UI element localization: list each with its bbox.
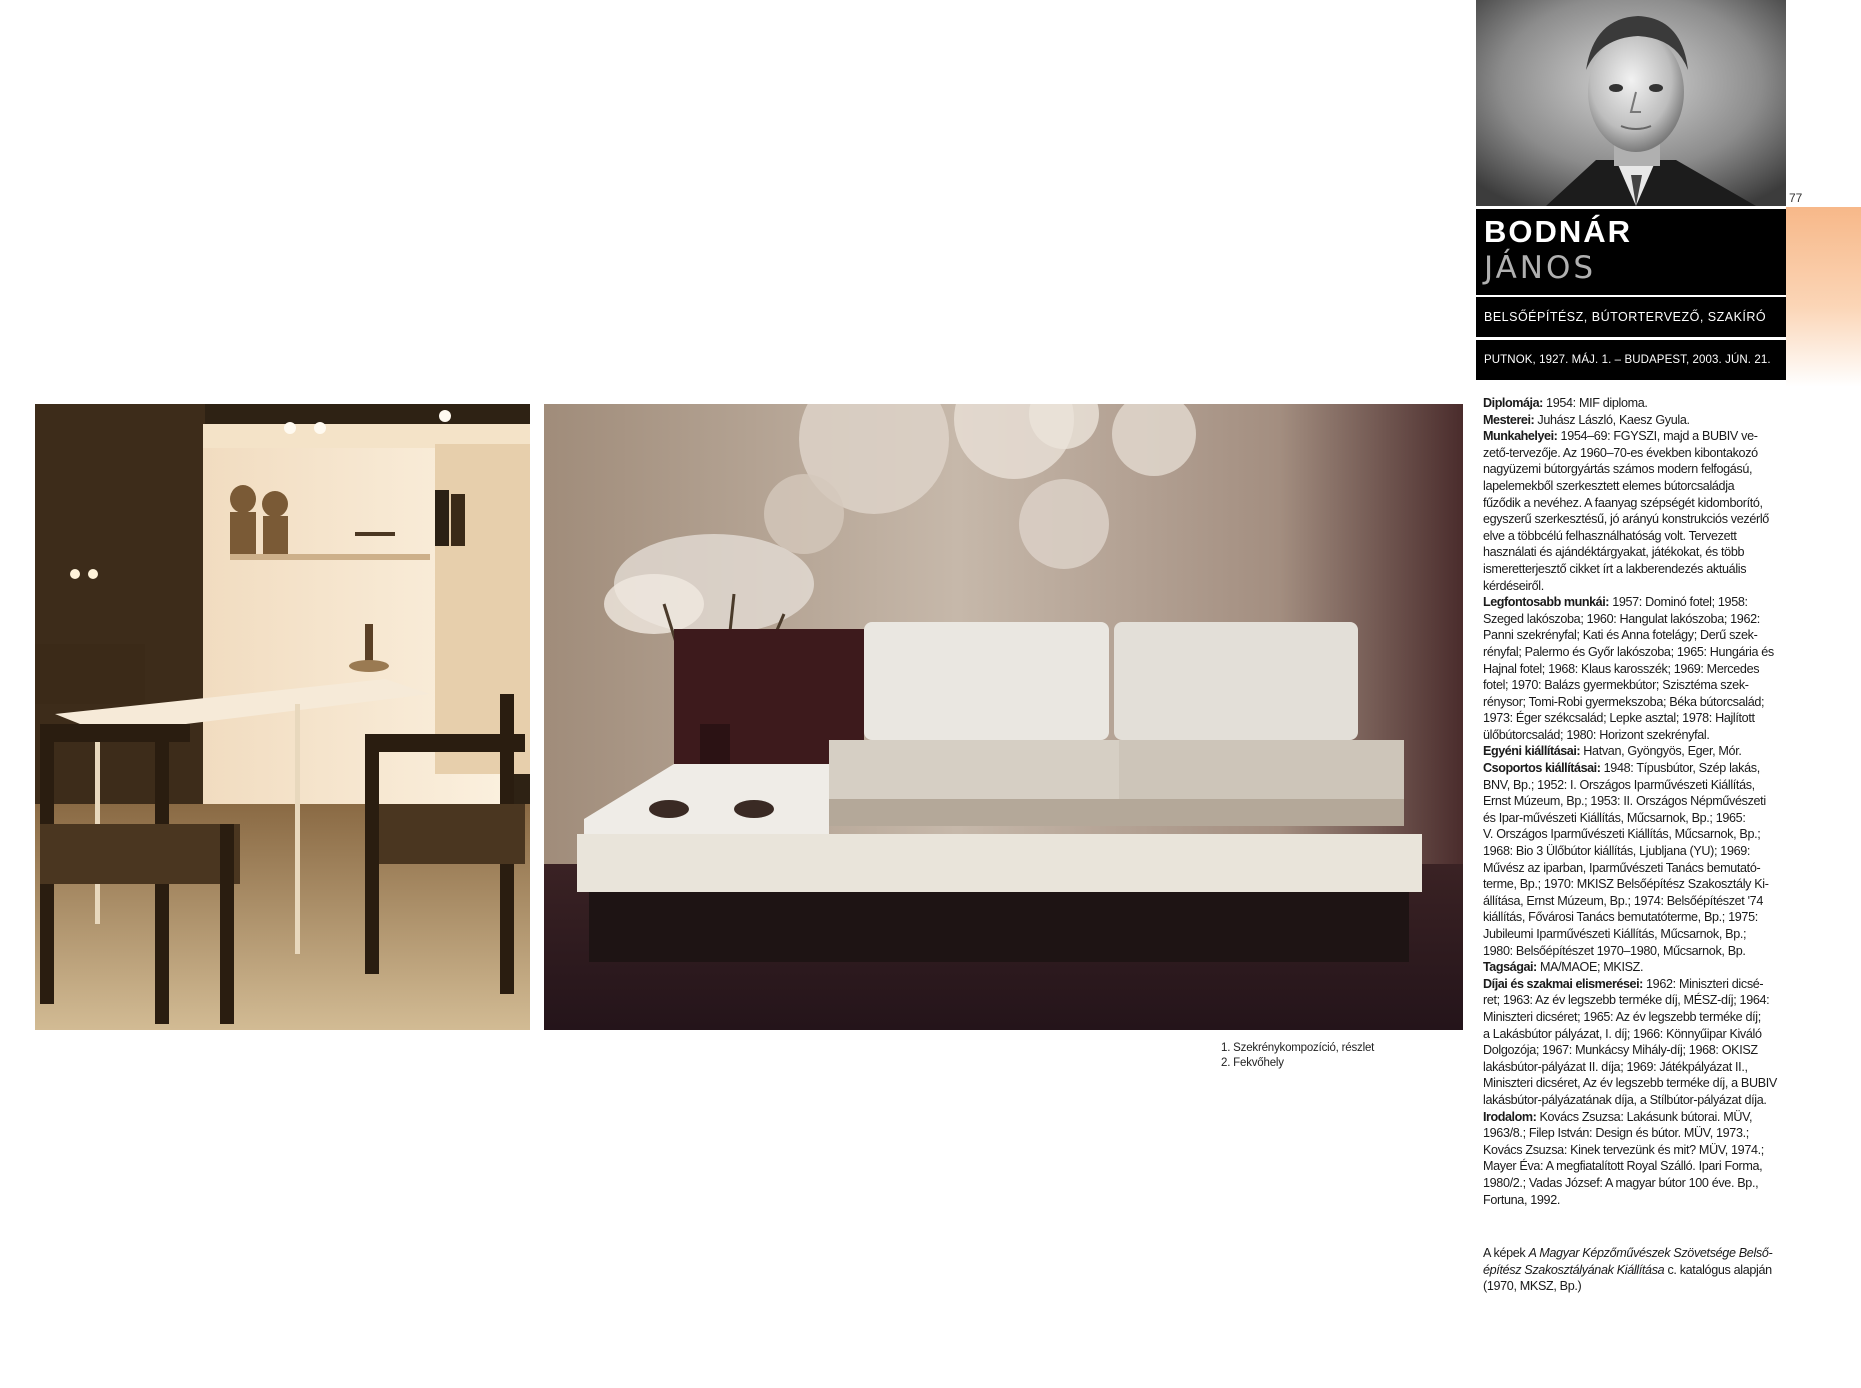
text-segment: 1948: Típusbútor, Szép lakás, xyxy=(1600,761,1760,776)
text-segment: és Ipar-művészeti Kiállítás, Műcsarnok, Bp.; 1965: xyxy=(1483,810,1746,825)
biography-text xyxy=(1483,395,1783,1208)
publication-title: A Magyar Képzőművészek Szövetsége Belső- xyxy=(1528,1246,1773,1260)
bio-line xyxy=(1483,760,1783,777)
image-credit xyxy=(1483,1245,1783,1295)
caption-1: 1. Szekrénykompozíció, részlet xyxy=(1221,1042,1375,1054)
bio-line xyxy=(1483,926,1783,943)
bio-line xyxy=(1483,445,1783,462)
text-segment: lakásbútor-pályázatának díja, a Stílbútor-pályázat díja. xyxy=(1483,1092,1767,1107)
text-segment: 1973: Éger székcsalád; Lepke asztal; 1978: Hajlított xyxy=(1483,711,1755,726)
text-segment: rénysor; Tomi-Robi gyermekszoba; Béka bútorcsalád; xyxy=(1483,694,1765,709)
field-label: Irodalom: xyxy=(1483,1109,1537,1124)
text-segment: állítása, Ernst Múzeum, Bp.; 1974: Belsőépítészet '74 xyxy=(1483,893,1763,908)
bio-line xyxy=(1483,627,1783,644)
text-segment: terme, Bp.; 1970: MKISZ Belsőépítész Szakosztály Ki- xyxy=(1483,877,1769,892)
text-segment: Juhász László, Kaesz Gyula. xyxy=(1534,412,1690,427)
bio-line xyxy=(1483,611,1783,628)
text-segment: ülőbútorcsalád; 1980: Horizont szekrényfal. xyxy=(1483,727,1710,742)
field-label: Csoportos kiállításai: xyxy=(1483,761,1601,776)
portrait-photo xyxy=(1476,0,1786,206)
bio-line xyxy=(1483,1059,1783,1076)
portrait-illustration xyxy=(1476,0,1786,206)
bio-line xyxy=(1483,578,1783,595)
text-segment: 1957: Dominó fotel; 1958: xyxy=(1609,595,1748,610)
text-segment: ismeretterjesztő cikket írt a lakberendezés aktuális xyxy=(1483,561,1747,576)
bio-line xyxy=(1483,661,1783,678)
text-segment: Művész az iparban, Iparművészeti Tanács bemutató- xyxy=(1483,860,1761,875)
text-segment: Dolgozója; 1967: Munkácsy Mihály-díj; 1968: OKISZ xyxy=(1483,1043,1758,1058)
text-segment: Ernst Múzeum, Bp.; 1953: II. Országos Népművészeti xyxy=(1483,794,1766,809)
bio-line xyxy=(1483,461,1783,478)
bio-line xyxy=(1483,1175,1783,1192)
person-surname: BODNÁR xyxy=(1484,214,1633,249)
text-segment: zető-tervezője. Az 1960–70-es években kibontakozó xyxy=(1483,445,1758,460)
bio-line xyxy=(1483,826,1783,843)
bio-line xyxy=(1483,909,1783,926)
bio-line xyxy=(1483,1125,1783,1142)
bio-line xyxy=(1483,1109,1783,1126)
bio-line xyxy=(1483,1026,1783,1043)
bio-line xyxy=(1483,777,1783,794)
bio-line xyxy=(1483,876,1783,893)
accent-bar xyxy=(1786,207,1861,387)
text-segment: rényfal; Palermo és Győr lakószoba; 1965: Hungária és xyxy=(1483,644,1774,659)
text-segment: 1962: Miniszteri dicsé- xyxy=(1642,976,1764,991)
bio-line xyxy=(1483,710,1783,727)
text-segment: Panni szekrényfal; Kati és Anna fotelágy; Derű szek- xyxy=(1483,628,1758,643)
bio-line xyxy=(1483,959,1783,976)
photo-cabinet-illustration xyxy=(35,404,530,1030)
text-segment: Mayer Éva: A megfiatalított Royal Szálló. Ipari Forma, xyxy=(1483,1159,1763,1174)
text-segment: fűződik a nevéhez. A faanyag szépségét kidomborító, xyxy=(1483,495,1763,510)
field-label: Egyéni kiállításai: xyxy=(1483,744,1581,759)
page-number: 77 xyxy=(1789,191,1803,205)
text-segment: Kovács Zsuzsa: Kinek tervezünk és mit? MÜV, 1974.; xyxy=(1483,1142,1764,1157)
text-segment: elve a többcélú felhasználhatóság volt. Tervezett xyxy=(1483,528,1737,543)
text-segment: lakásbútor-pályázat II. díja; 1969: Játékpályázat II., xyxy=(1483,1059,1748,1074)
bio-line xyxy=(1483,644,1783,661)
text-segment: Hajnal fotel; 1968: Klaus karosszék; 1969: Mercedes xyxy=(1483,661,1760,676)
bio-line xyxy=(1483,1075,1783,1092)
text-segment: 1980/2.; Vadas József: A magyar bútor 100 éve. Bp., xyxy=(1483,1175,1759,1190)
bio-line xyxy=(1483,528,1783,545)
text-segment: (1970, MKSZ, Bp.) xyxy=(1483,1279,1582,1294)
bio-line xyxy=(1483,1042,1783,1059)
publication-title: építész Szakosztályának Kiállítása xyxy=(1483,1262,1665,1277)
credit-line xyxy=(1483,1245,1783,1262)
person-firstname: JÁNOS xyxy=(1484,250,1597,286)
text-segment: lapelemekből szerkesztett elemes bútorcsaládja xyxy=(1483,478,1735,493)
text-segment: Kovács Zsuzsa: Lakásunk bútorai. MÜV, xyxy=(1536,1109,1753,1124)
bio-line xyxy=(1483,992,1783,1009)
text-segment: V. Országos Iparművészeti Kiállítás, Műcsarnok, Bp.; xyxy=(1483,827,1761,842)
text-segment: c. katalógus alapján xyxy=(1664,1262,1772,1277)
text-segment: 1980: Belsőépítészet 1970–1980, Műcsarnok, Bp. xyxy=(1483,943,1746,958)
text-segment: 1963/8.; Filep István: Design és bútor. MÜV, 1973.; xyxy=(1483,1126,1749,1141)
bio-line xyxy=(1483,694,1783,711)
bio-line xyxy=(1483,893,1783,910)
text-segment: fotel; 1970: Balázs gyermekbútor; Szisztéma szek- xyxy=(1483,678,1749,693)
text-segment: kérdéseiről. xyxy=(1483,578,1544,593)
text-segment: kiállítás, Fővárosi Tanács bemutatóterme, Bp.; 1975: xyxy=(1483,910,1758,925)
bio-line xyxy=(1483,810,1783,827)
photo-cabinet-composition xyxy=(35,404,530,1030)
photo-sofa-illustration xyxy=(544,404,1463,1030)
field-label: Legfontosabb munkái: xyxy=(1483,595,1610,610)
bio-line xyxy=(1483,1142,1783,1159)
text-segment: MA/MAOE; MKISZ. xyxy=(1536,960,1644,975)
bio-line xyxy=(1483,860,1783,877)
text-segment: 1954–69: FGYSZI, majd a BUBIV ve- xyxy=(1557,429,1758,444)
text-segment: Szeged lakószoba; 1960: Hangulat lakószoba; 1962: xyxy=(1483,611,1760,626)
photo-sofa-bed xyxy=(544,404,1463,1030)
field-label: Tagságai: xyxy=(1483,960,1537,975)
text-segment: BNV, Bp.; 1952: I. Országos Iparművészeti Kiállítás, xyxy=(1483,777,1755,792)
bio-line xyxy=(1483,495,1783,512)
field-label: Diplomája: xyxy=(1483,396,1543,410)
photo-captions xyxy=(1221,1041,1471,1071)
bio-line xyxy=(1483,976,1783,993)
bio-line xyxy=(1483,1009,1783,1026)
text-segment: Miniszteri dicséret, Az év legszebb terméke díj, a BUBIV xyxy=(1483,1076,1777,1091)
person-profession: BELSŐÉPÍTÉSZ, BÚTORTERVEZŐ, SZAKÍRÓ xyxy=(1476,297,1786,337)
bio-line xyxy=(1483,428,1783,445)
bio-line xyxy=(1483,594,1783,611)
bio-line xyxy=(1483,743,1783,760)
field-label: Munkahelyei: xyxy=(1483,429,1558,444)
bio-line xyxy=(1483,843,1783,860)
text-segment: nagyüzemi bútorgyártás számos modern felfogású, xyxy=(1483,462,1753,477)
text-segment: egyszerű szerkesztésű, jó arányú konstrukciós vezérlő xyxy=(1483,512,1769,527)
credit-line xyxy=(1483,1278,1783,1295)
bio-line xyxy=(1483,1158,1783,1175)
bio-line xyxy=(1483,1192,1783,1209)
bio-line xyxy=(1483,1092,1783,1109)
text-segment: használati és ajándéktárgyakat, játékokat, és több xyxy=(1483,545,1745,560)
person-birth-death: PUTNOK, 1927. MÁJ. 1. – BUDAPEST, 2003. JÚN. 21. xyxy=(1476,340,1786,380)
bio-line xyxy=(1483,511,1783,528)
text-segment: Miniszteri dicséret; 1965: Az év legszebb terméke díj; xyxy=(1483,1009,1761,1024)
bio-line xyxy=(1483,544,1783,561)
bio-line xyxy=(1483,943,1783,960)
bio-line xyxy=(1483,412,1783,429)
bio-line xyxy=(1483,395,1783,412)
text-segment: Jubileumi Iparművészeti Kiállítás, Műcsarnok, Bp.; xyxy=(1483,927,1747,941)
text-segment: 1954: MIF diploma. xyxy=(1542,396,1648,410)
caption-2: 2. Fekvőhely xyxy=(1221,1057,1284,1069)
text-segment: a Lakásbútor pályázat, I. díj; 1966: Könnyűipar Kiváló xyxy=(1483,1026,1762,1041)
bio-line xyxy=(1483,793,1783,810)
bio-line xyxy=(1483,677,1783,694)
bio-line xyxy=(1483,478,1783,495)
text-segment: ret; 1963: Az év legszebb terméke díj, MÉSZ-díj; 1964: xyxy=(1483,993,1770,1008)
text-segment: Hatvan, Gyöngyös, Eger, Mór. xyxy=(1580,744,1742,759)
bio-line xyxy=(1483,727,1783,744)
field-label: Díjai és szakmai elismerései: xyxy=(1483,976,1643,991)
field-label: Mesterei: xyxy=(1483,412,1535,427)
credit-line xyxy=(1483,1262,1783,1279)
text-segment: A képek xyxy=(1483,1246,1529,1260)
text-segment: Fortuna, 1992. xyxy=(1483,1192,1561,1207)
bio-line xyxy=(1483,561,1783,578)
text-segment: 1968: Bio 3 Ülőbútor kiállítás, Ljubljana (YU); 1969: xyxy=(1483,844,1751,859)
